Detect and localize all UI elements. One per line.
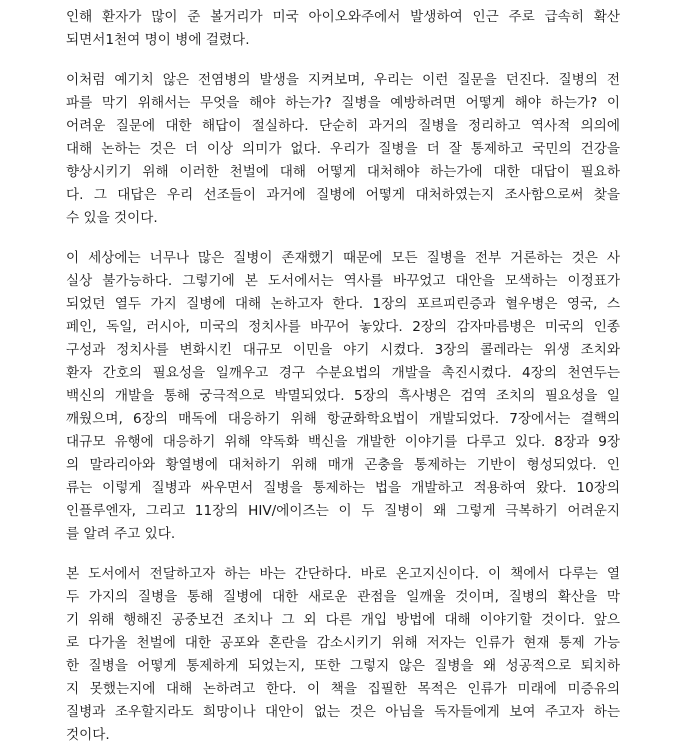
- text-line: 인해 환자가 많이 준 볼거리가 미국 아이오와주에서 발생하여 인근 주로 급속히 확산: [66, 9, 620, 25]
- text-line: 의 말라리아와 황열병에 대처하기 위해 매개 곤충을 통제하는 기반이 형성되었다. 인: [66, 457, 620, 473]
- text-line: 본 도서에서 전달하고자 하는 바는 간단하다. 바로 온고지신이다. 이 책에서 다루는 열: [66, 566, 620, 582]
- text-line: 대규모 유행에 대응하기 위해 약독화 백신을 개발한 이야기를 다루고 있다. 8장과 9장: [66, 434, 620, 450]
- text-line: 환자 간호의 필요성을 일깨우고 경구 수분요법의 개발을 촉진시켰다. 4장의 천연두는: [66, 365, 620, 381]
- text-line: 를 알려 주고 있다.: [66, 526, 176, 542]
- text-line: 파를 막기 위해서는 무엇을 해야 하는가? 질병을 예방하려면 어떻게 해야 하는가? 이: [66, 95, 620, 111]
- text-line: 것이다.: [66, 727, 110, 743]
- text-line: 류는 이렇게 질병과 싸우면서 질병을 통제하는 법을 개발하고 적용하여 왔다. 10장의: [66, 480, 620, 496]
- paragraph-1: [66, 6, 620, 52]
- paragraph-4: [66, 563, 620, 747]
- document-page: [66, 6, 620, 747]
- paragraph-2: [66, 69, 620, 230]
- text-line: 질병과 조우할지라도 희망이나 대안이 없는 것은 아님을 독자들에게 보여 주고자 하는: [66, 704, 620, 720]
- text-line: 인플루엔자, 그리고 11장의 HIV/에이즈는 이 두 질병이 왜 그렇게 극복하기 어려운지: [66, 503, 620, 519]
- text-line: 두 가지의 질병을 통해 질병에 대한 새로운 관점을 일깨울 것이며, 질병의 확산을 막: [66, 589, 620, 605]
- paragraph-3: [66, 247, 620, 546]
- text-line: 이처럼 예기치 않은 전염병의 발생을 지켜보며, 우리는 이런 질문을 던진다. 질병의 전: [66, 72, 620, 88]
- text-line: 이 세상에는 너무나 많은 질병이 존재했기 때문에 모든 질병을 전부 거론하는 것은 사: [66, 250, 620, 266]
- text-line: 로 다가올 천벌에 대한 공포와 혼란을 감소시키기 위해 저자는 인류가 현재 통제 가능: [66, 635, 620, 651]
- text-line: 페인, 독일, 러시아, 미국의 정치사를 바꾸어 놓았다. 2장의 감자마름병은 미국의 인종: [66, 319, 620, 335]
- text-line: 향상시키기 위해 이러한 천벌에 대해 어떻게 대처해야 하는가에 대한 대답이 필요하: [66, 164, 620, 180]
- text-line: 실상 불가능하다. 그렇기에 본 도서에서는 역사를 바꾸었고 대안을 모색하는 이정표가: [66, 273, 620, 289]
- text-line: 되면서1천여 명이 병에 걸렸다.: [66, 32, 250, 48]
- text-line: 한 질병을 어떻게 통제하게 되었는지, 또한 그렇지 않은 질병을 왜 성공적으로 퇴치하: [66, 658, 620, 674]
- text-line: 구성과 정치사를 변화시킨 대규모 이민을 야기 시켰다. 3장의 콜레라는 위생 조치와: [66, 342, 620, 358]
- text-line: 백신의 개발을 통해 궁극적으로 박멸되었다. 5장의 흑사병은 검역 조치의 필요성을 일: [66, 388, 620, 404]
- text-line: 기 위해 행해진 공중보건 조치나 그 외 다른 개입 방법에 대해 이야기할 것이다. 앞으: [66, 612, 620, 628]
- text-line: 어려운 질문에 대한 해답이 절실하다. 단순히 과거의 질병을 정리하고 역사적 의의에: [66, 118, 620, 134]
- text-line: 지 못했는지에 대해 논하려고 한다. 이 책을 집필한 목적은 인류가 미래에 미증유의: [66, 681, 620, 697]
- text-line: 깨웠으며, 6장의 매독에 대응하기 위해 항균화학요법이 개발되었다. 7장에서는 결핵의: [66, 411, 620, 427]
- text-line: 수 있을 것이다.: [66, 210, 158, 226]
- text-line: 되었던 열두 가지 질병에 대해 논하고자 한다. 1장의 포르피린증과 혈우병은 영국, 스: [66, 296, 620, 312]
- text-line: 다. 그 대답은 우리 선조들이 과거에 질병에 어떻게 대처하였는지 조사함으로써 찾을: [66, 187, 620, 203]
- text-line: 대해 논하는 것은 더 이상 의미가 없다. 우리가 질병을 더 잘 통제하고 국민의 건강을: [66, 141, 620, 157]
